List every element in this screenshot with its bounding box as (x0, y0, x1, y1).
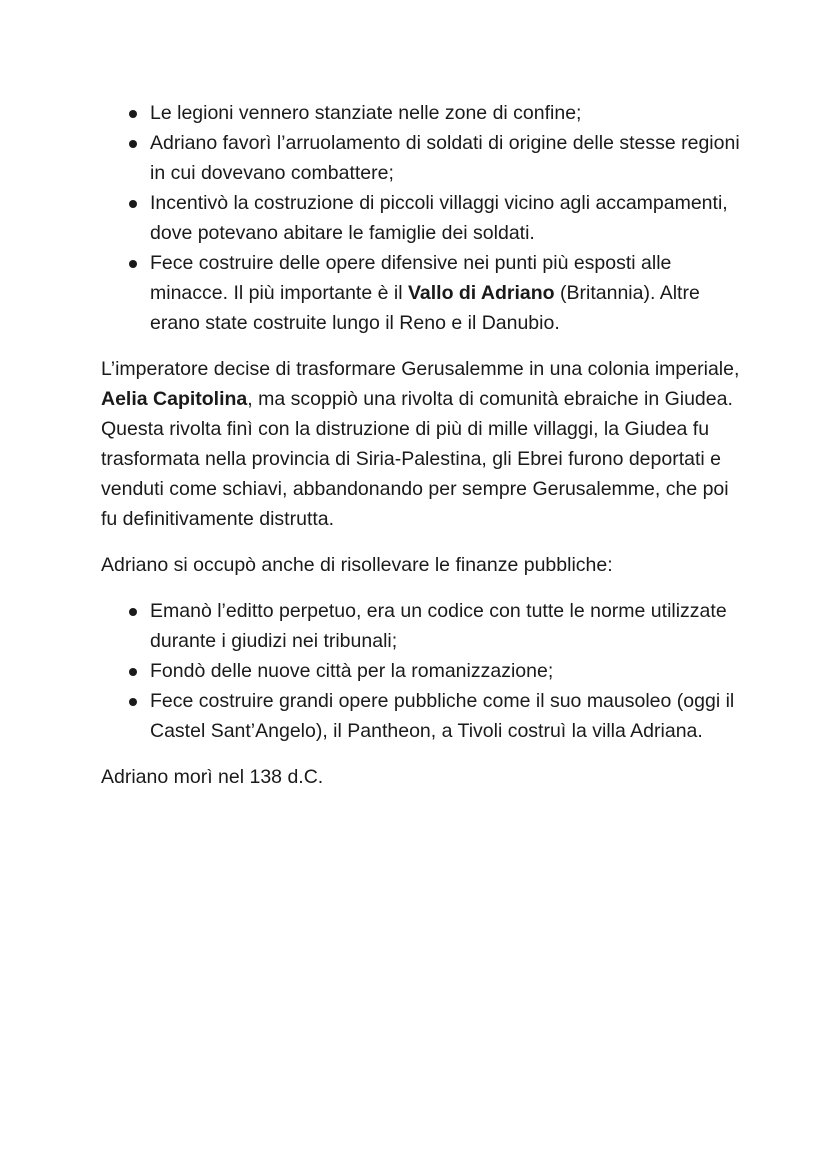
paragraph-text: L’imperatore decise di trasformare Gerusalemme in una colonia imperiale, (101, 358, 740, 380)
list-item-text: Fece costruire delle opere difensive nei punti più esposti alle minacce. Il più importante è il (150, 252, 672, 304)
document-page (101, 98, 741, 792)
bullet-list-finanze (101, 596, 741, 746)
list-item-text: Fece costruire grandi opere pubbliche come il suo mausoleo (oggi il Castel Sant’Angelo), il Pantheon, a Tivoli costruì la villa Adriana. (150, 690, 735, 742)
list-item-text: Fondò delle nuove città per la romanizzazione; (150, 660, 554, 682)
list-item-text: Emanò l’editto perpetuo, era un codice con tutte le norme utilizzate durante i giudizi nei tribunali; (150, 600, 727, 652)
list-item-text: Le legioni vennero stanziate nelle zone di confine; (150, 102, 582, 124)
list-item (101, 248, 741, 338)
list-item (101, 188, 741, 248)
paragraph-finanze: Adriano si occupò anche di risollevare le finanze pubbliche: (101, 554, 613, 576)
list-item-text: Incentivò la costruzione di piccoli villaggi vicino agli accampamenti, dove potevano abitare le famiglie dei soldati. (150, 192, 728, 244)
list-item (101, 596, 741, 656)
list-item (101, 686, 741, 746)
paragraph-morte: Adriano morì nel 138 d.C. (101, 766, 324, 788)
list-item-text: (Britannia). Altre erano state costruite lungo il Reno e il Danubio. (150, 282, 700, 334)
list-item (101, 656, 741, 686)
paragraph-gerusalemme (101, 354, 741, 534)
list-item (101, 128, 741, 188)
paragraph-text: , ma scoppiò una rivolta di comunità ebraiche in Giudea. Questa rivolta finì con la distruzione di più di mille villaggi, la Giudea fu trasformata nella provincia di Siria-Palestina, gli Ebrei furono deportati e venduti come schiavi, abbandonando per sempre Gerusalemme, che poi fu definitivamente distrutta. (101, 388, 733, 530)
bullet-list-army (101, 98, 741, 338)
bold-term-aelia: Aelia Capitolina (101, 388, 248, 410)
bold-term-vallo: Vallo di Adriano (407, 282, 555, 304)
list-item (101, 98, 741, 128)
list-item-text: Adriano favorì l’arruolamento di soldati di origine delle stesse regioni in cui dovevano combattere; (150, 132, 740, 184)
